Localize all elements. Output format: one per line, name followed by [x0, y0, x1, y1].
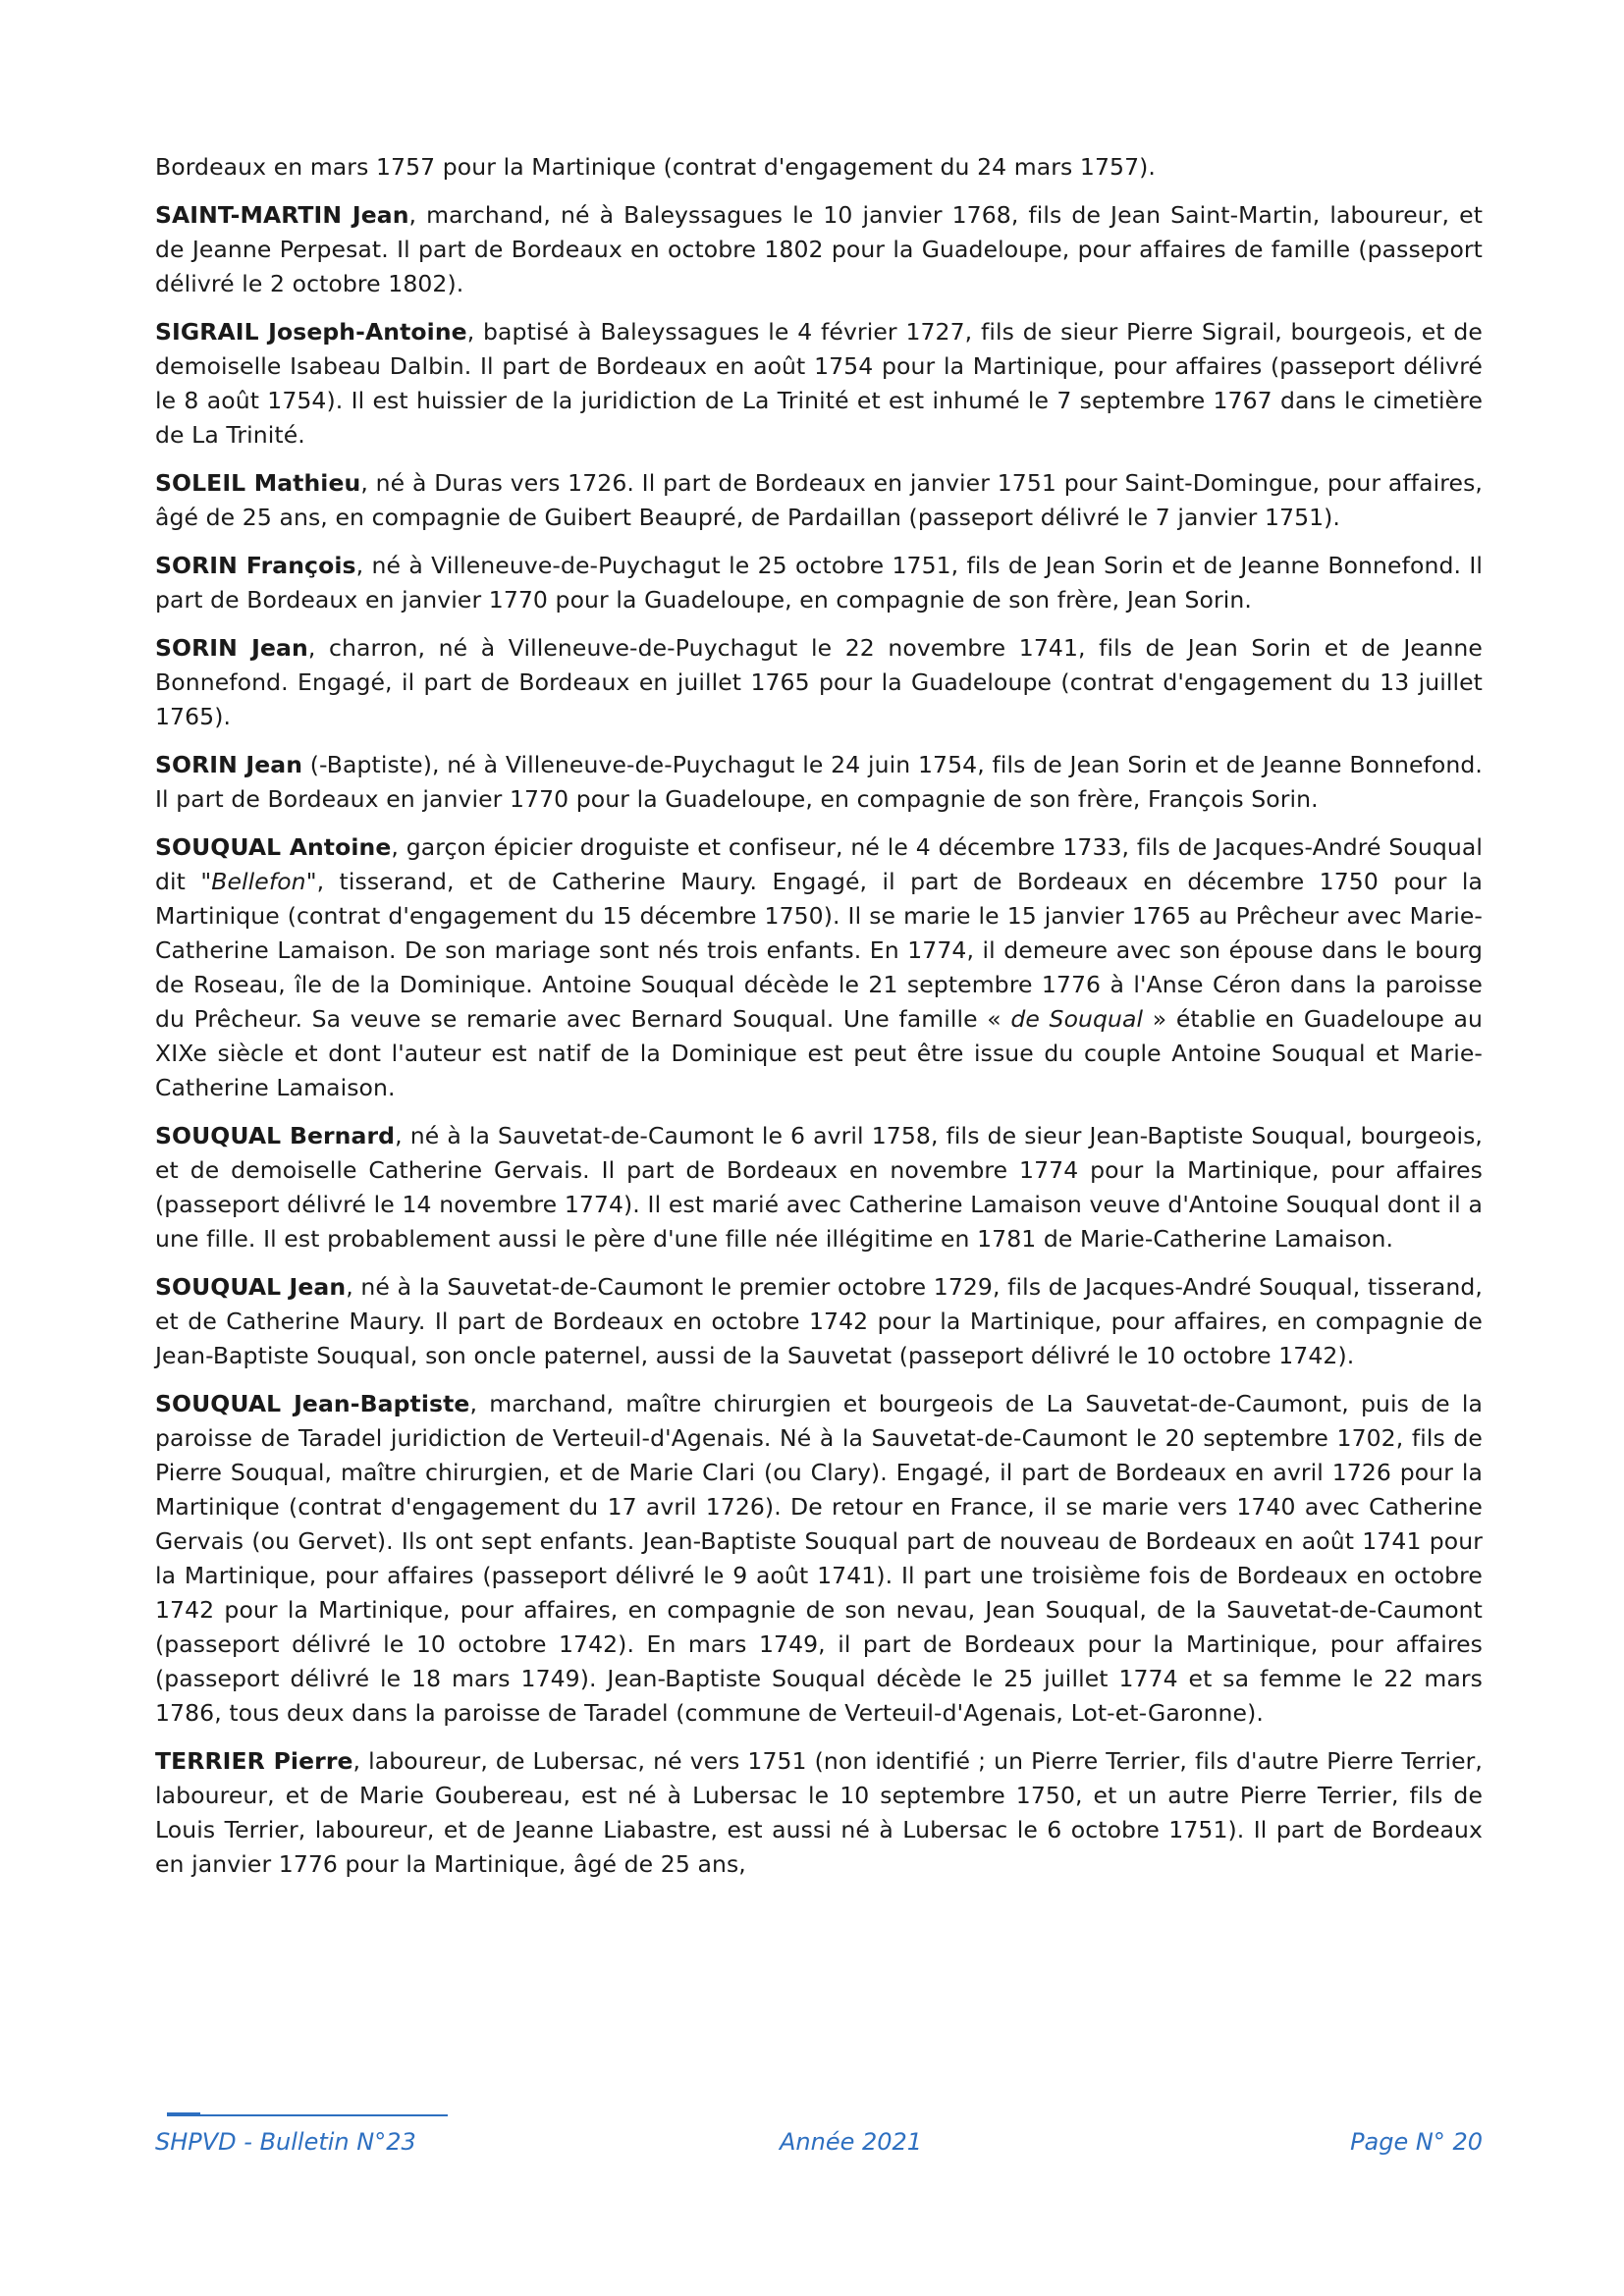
entry-text: , marchand, maître chirurgien et bourgeois de La Sauvetat-de-Caumont, puis de la paroisse de Taradel juridiction de Verteuil-d'Agenais. Né à la Sauvetat-de-Caumont le 20 septembre 1702, fils de Pierre Souqual, maître chirurgien, et de Marie Clari (ou Clary). Engagé, il part de Bordeaux en avril 1726 pour la Martinique (contrat d'engagement du 17 avril 1726). De retour en France, il se marie vers 1740 avec Catherine Gervais (ou Gervet). Ils ont sept enfants. Jean-Baptiste Souqual part de nouveau de Bordeaux en août 1741 pour la Martinique, pour affaires (passeport délivré le 9 août 1741). Il part une troisième fois de Bordeaux en octobre 1742 pour la Martinique, pour affaires, en compagnie de son nevau, Jean Souqual, de la Sauvetat-de-Caumont (passeport délivré le 10 octobre 1742). En mars 1749, il part de Bordeaux pour la Martinique, pour affaires (passeport délivré le 18 mars 1749). Jean-Baptiste Souqual décède le 25 juillet 1774 et sa femme le 22 mars 1786, tous deux dans la paroisse de Taradel (commune de Verteuil-d'Agenais, Lot-et-Garonne).: [155, 1390, 1484, 1727]
entry-text: , garçon épicier droguiste et confiseur, né le 4 décembre 1733, fils de Jacques-André Souqual dit ": [155, 833, 1483, 895]
entry-name: SORIN Jean: [155, 751, 303, 778]
entry-paragraph: [155, 466, 1483, 535]
entry-name: SORIN Jean: [155, 634, 308, 662]
entry-name: SAINT-MARTIN Jean: [155, 201, 409, 229]
entry-paragraph: [155, 549, 1483, 617]
entry-name: TERRIER Pierre: [155, 1747, 353, 1775]
entry-text: Bordeaux en mars 1757 pour la Martinique (contrat d'engagement du 24 mars 1757).: [155, 153, 1156, 181]
entry-name: SOUQUAL Antoine: [155, 833, 392, 861]
entry-name: SOUQUAL Bernard: [155, 1122, 396, 1149]
footer-year: Année 2021: [780, 2128, 923, 2156]
footer-bulletin: SHPVD - Bulletin N°23: [155, 2128, 416, 2156]
entry-text: , né à Villeneuve-de-Puychagut le 25 octobre 1751, fils de Jean Sorin et de Jeanne Bonnefond. Il part de Bordeaux en janvier 1770 pour la Guadeloupe, en compagnie de son frère, Jean Sorin.: [155, 552, 1484, 614]
page-footer: [155, 2128, 1483, 2163]
entry-text: ", tisserand, et de Catherine Maury. Engagé, il part de Bordeaux en décembre 1750 pour la Martinique (contrat d'engagement du 15 décembre 1750). Il se marie le 15 janvier 1765 au Prêcheur avec Marie-Catherine Lamaison. De son mariage sont nés trois enfants. En 1774, il demeure avec son épouse dans le bourg de Roseau, île de la Dominique. Antoine Souqual décède le 21 septembre 1776 à l'Anse Céron dans la paroisse du Prêcheur. Sa veuve se remarie avec Bernard Souqual. Une famille «: [155, 868, 1483, 1033]
entry-paragraph: [155, 315, 1483, 453]
footer-rule-tick: [167, 2112, 200, 2114]
entry-text: , marchand, né à Baleyssagues le 10 janvier 1768, fils de Jean Saint-Martin, laboureur, et de Jeanne Perpesat. Il part de Bordeaux en octobre 1802 pour la Guadeloupe, pour affaires de famille (passeport délivré le 2 octobre 1802).: [155, 201, 1484, 297]
entry-name: SOUQUAL Jean-Baptiste: [155, 1390, 470, 1417]
entry-paragraph: [155, 1270, 1483, 1373]
entry-italic-text: de Souqual: [1010, 1005, 1144, 1033]
entry-text: , baptisé à Baleyssagues le 4 février 1727, fils de sieur Pierre Sigrail, bourgeois, et de demoiselle Isabeau Dalbin. Il part de Bordeaux en août 1754 pour la Martinique, pour affaires (passeport délivré le 8 août 1754). Il est huissier de la juridiction de La Trinité et est inhumé le 7 septembre 1767 dans le cimetière de La Trinité.: [155, 318, 1483, 449]
entry-text: , né à la Sauvetat-de-Caumont le 6 avril 1758, fils de sieur Jean-Baptiste Souqual, bourgeois, et de demoiselle Catherine Gervais. Il part de Bordeaux en novembre 1774 pour la Martinique, pour affaires (passeport délivré le 14 novembre 1774). Il est marié avec Catherine Lamaison veuve d'Antoine Souqual dont il a une fille. Il est probablement aussi le père d'une fille née illégitime en 1781 de Marie-Catherine Lamaison.: [155, 1122, 1484, 1253]
entry-text: , charron, né à Villeneuve-de-Puychagut le 22 novembre 1741, fils de Jean Sorin et de Jeanne Bonnefond. Engagé, il part de Bordeaux en juillet 1765 pour la Guadeloupe (contrat d'engagement du 13 juillet 1765).: [155, 634, 1483, 730]
entry-text: , né à la Sauvetat-de-Caumont le premier octobre 1729, fils de Jacques-André Souqual, tisserand, et de Catherine Maury. Il part de Bordeaux en octobre 1742 pour la Martinique, pour affaires, en compagnie de Jean-Baptiste Souqual, son oncle paternel, aussi de la Sauvetat (passeport délivré le 10 octobre 1742).: [155, 1273, 1484, 1369]
entry-name: SOLEIL Mathieu: [155, 469, 361, 497]
entry-text: , né à Duras vers 1726. Il part de Bordeaux en janvier 1751 pour Saint-Domingue, pour affaires, âgé de 25 ans, en compagnie de Guibert Beaupré, de Pardaillan (passeport délivré le 7 janvier 1751).: [155, 469, 1483, 531]
entry-paragraph: [155, 631, 1483, 734]
entry-paragraph: [155, 830, 1483, 1105]
entry-paragraph: [155, 198, 1483, 301]
entry-name: SIGRAIL Joseph-Antoine: [155, 318, 467, 346]
entry-text: » établie en Guadeloupe au XIXe siècle et dont l'auteur est natif de la Dominique est peut être issue du couple Antoine Souqual et Marie-Catherine Lamaison.: [155, 1005, 1483, 1101]
entry-paragraph: [155, 1119, 1483, 1256]
entry-italic-text: Bellefon: [211, 868, 306, 895]
document-body: [155, 150, 1483, 1896]
footer-rule: [167, 2114, 448, 2116]
entry-paragraph: [155, 1744, 1483, 1882]
footer-page-number: Page N° 20: [1350, 2128, 1483, 2156]
entry-name: SOUQUAL Jean: [155, 1273, 347, 1301]
entry-name: SORIN François: [155, 552, 356, 579]
entry-paragraph: [155, 748, 1483, 817]
entry-text: , laboureur, de Lubersac, né vers 1751 (non identifié ; un Pierre Terrier, fils d'autre Pierre Terrier, laboureur, et de Marie Goubereau, est né à Lubersac le 10 septembre 1750, et un autre Pierre Terrier, fils de Louis Terrier, laboureur, et de Jeanne Liabastre, est aussi né à Lubersac le 6 octobre 1751). Il part de Bordeaux en janvier 1776 pour la Martinique, âgé de 25 ans,: [155, 1747, 1483, 1878]
entry-text: (-Baptiste), né à Villeneuve-de-Puychagut le 24 juin 1754, fils de Jean Sorin et de Jeanne Bonnefond. Il part de Bordeaux en janvier 1770 pour la Guadeloupe, en compagnie de son frère, François Sorin.: [155, 751, 1483, 813]
entry-paragraph: [155, 1387, 1483, 1731]
entry-paragraph: [155, 150, 1483, 185]
